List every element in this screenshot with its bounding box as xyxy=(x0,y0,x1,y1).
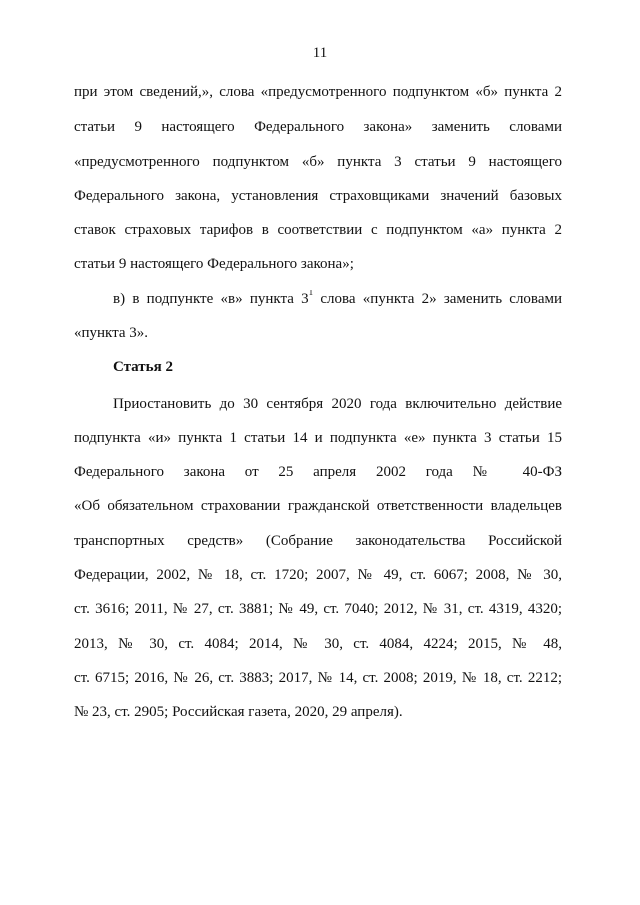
article-line: подпункта «и» пункта 1 статьи 14 и подпункта «е» пункта 3 статьи 15 xyxy=(74,430,562,446)
article-heading: Статья 2 xyxy=(113,359,173,375)
paragraph-line: ставок страховых тарифов в соответствии с подпунктом «а» пункта 2 xyxy=(74,222,562,238)
paragraph-line: «пункта 3». xyxy=(74,325,149,341)
superscript: 1 xyxy=(308,290,314,297)
paragraph-line: при этом сведений,», слова «предусмотренного подпунктом «б» пункта 2 xyxy=(74,84,562,100)
page-number: 11 xyxy=(312,45,328,61)
paragraph-line-with-superscript xyxy=(113,290,562,308)
paragraph-text: слова «пункта 2» заменить словами xyxy=(313,291,562,307)
article-line: Федерации, 2002, № 18, ст. 1720; 2007, № 49, ст. 6067; 2008, № 30, xyxy=(74,567,562,583)
article-line: ст. 6715; 2016, № 26, ст. 3883; 2017, № 14, ст. 2008; 2019, № 18, ст. 2212; xyxy=(74,670,562,686)
article-line: Приостановить до 30 сентября 2020 года включительно действие xyxy=(113,396,562,412)
paragraph-text: в) в подпункте «в» пункта 3 xyxy=(113,291,309,307)
article-line: ст. 3616; 2011, № 27, ст. 3881; № 49, ст. 7040; 2012, № 31, ст. 4319, 4320; xyxy=(74,601,562,617)
paragraph-line: Федерального закона, установления страховщиками значений базовых xyxy=(74,188,562,204)
article-line: № 23, ст. 2905; Российская газета, 2020, 29 апреля). xyxy=(74,704,403,720)
paragraph-line: «предусмотренного подпунктом «б» пункта 3 статьи 9 настоящего xyxy=(74,154,562,170)
article-line: «Об обязательном страховании гражданской ответственности владельцев xyxy=(74,498,562,514)
article-line: 2013, № 30, ст. 4084; 2014, № 30, ст. 4084, 4224; 2015, № 48, xyxy=(74,636,562,652)
paragraph-line: статьи 9 настоящего Федерального закона» заменить словами xyxy=(74,119,562,135)
article-line: транспортных средств» (Собрание законодательства Российской xyxy=(74,533,562,549)
article-line: Федерального закона от 25 апреля 2002 года № 40-ФЗ xyxy=(74,464,562,480)
paragraph-line: статьи 9 настоящего Федерального закона»; xyxy=(74,256,354,272)
